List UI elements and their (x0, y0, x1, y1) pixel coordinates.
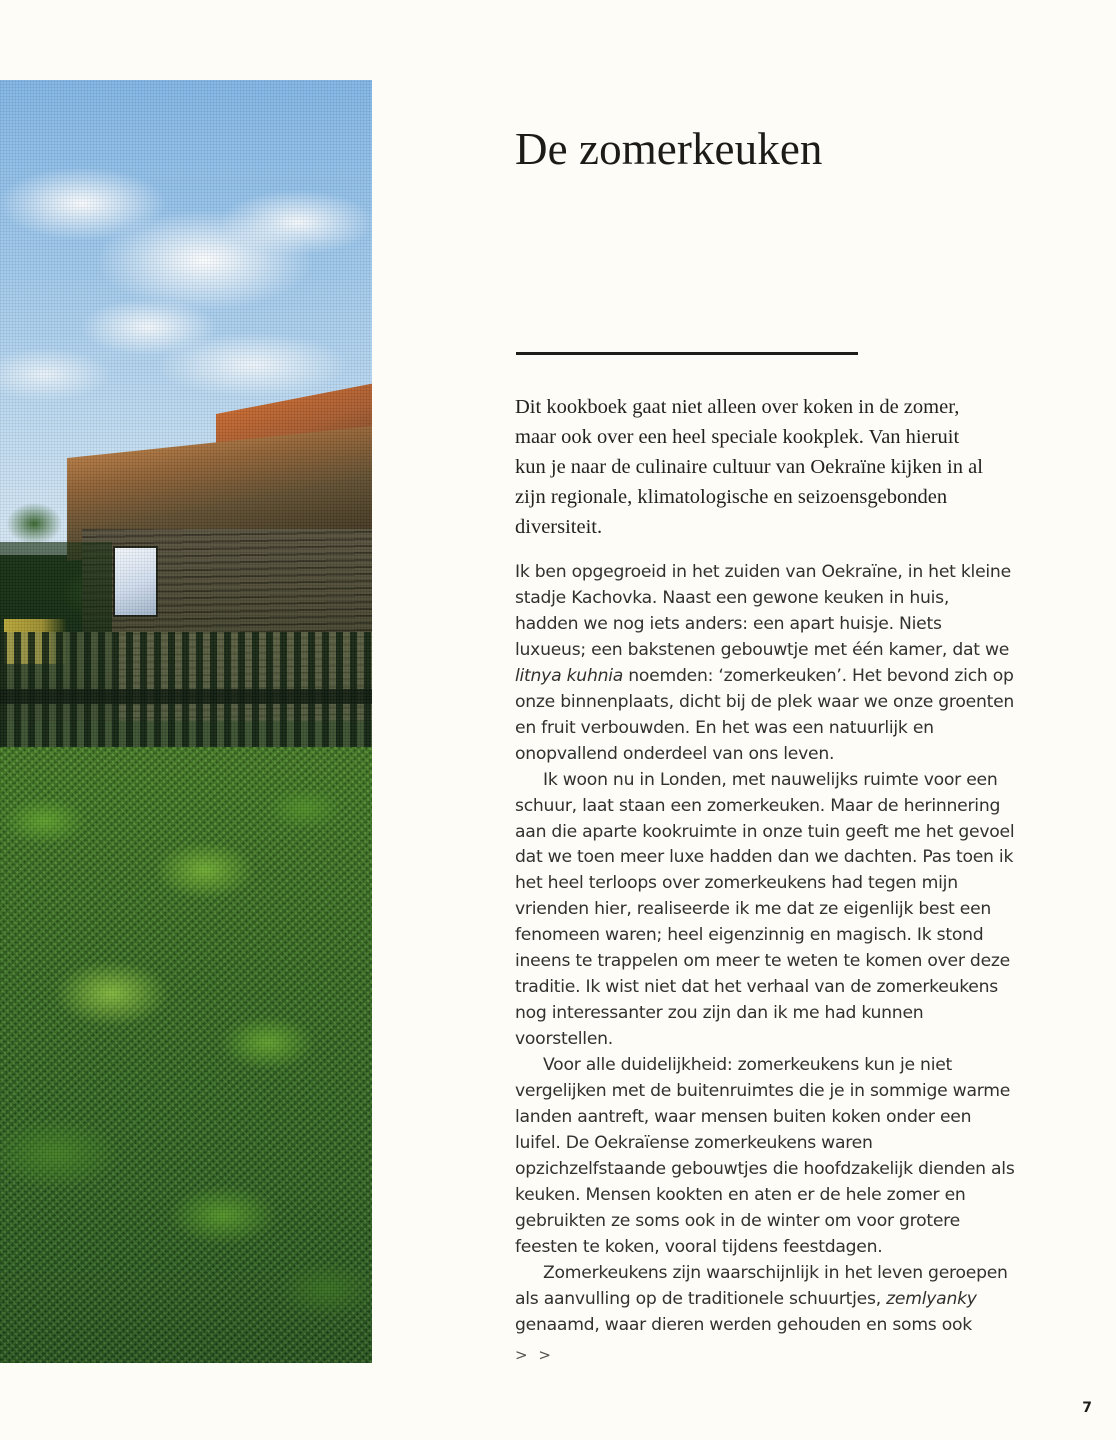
body-text (515, 560, 1015, 1339)
text-run: Zomerkeukens zijn waarschijnlijk in het leven geroepen als aanvulling op de traditionele schuurtjes, (515, 1262, 1008, 1309)
text-column (515, 0, 1015, 1440)
photo-foliage-region (0, 747, 372, 1363)
photo-fence-rail (0, 689, 372, 703)
title-divider-rule (516, 352, 858, 355)
text-run: noemden: ‘zomerkeuken’. Het bevond zich op onze binnenplaats, dicht bij de plek waar we onze groenten en fruit verbouwden. En het was een natuurlijk en onopvallend onderdeel van ons leven. (515, 665, 1015, 764)
body-paragraph (515, 560, 1015, 768)
body-paragraph (515, 768, 1015, 1053)
chapter-photo (0, 80, 372, 1363)
page-title: De zomerkeuken (515, 124, 823, 175)
text-run: Ik woon nu in Londen, met nauwelijks ruimte voor een schuur, laat staan een zomerkeuken. Maar de herinnering aan die aparte kookruimte in onze tuin geeft me het gevoel dat we toen meer luxe hadden dan we dachten. Pas toen ik het heel terloops over zomerkeukens had tegen mijn vrienden hier, realiseerde ik me dat ze eigenlijk best een fenomeen waren; heel eigenzinnig en magisch. Ik stond ineens te trappelen om meer te weten te komen over deze traditie. Ik wist niet dat het verhaal van de zomerkeukens nog interessanter zou zijn dan ik me had kunnen voorstellen. (515, 769, 1015, 1050)
continuation-marker: > > (515, 1346, 554, 1364)
emphasis-term: zemlyanky (886, 1288, 977, 1309)
text-run: genaamd, waar dieren werden gehouden en soms ook (515, 1314, 972, 1335)
body-paragraph (515, 1261, 1015, 1339)
photo-building-window (115, 548, 156, 615)
text-run: Voor alle duidelijkheid: zomerkeukens kun je niet vergelijken met de buitenruimtes die je in sommige warme landen aantreft, waar mensen buiten koken onder een luifel. De Oekraïense zomerkeukens waren opzichzelfstaande gebouwtjes die hoofdzakelijk dienden als keuken. Mensen kookten en aten er de hele zomer en gebruikten ze soms ook in de winter om voor grotere feesten te koken, vooral tijdens feestdagen. (515, 1055, 1015, 1257)
intro-paragraph: Dit kookboek gaat niet alleen over koken in de zomer, maar ook over een heel speciale kookplek. Van hieruit kun je naar de culinaire cultuur van Oekraïne kijken in al zijn regionale, klimatologische en seizoensgebonden diversiteit. (515, 396, 983, 538)
text-run: Ik ben opgegroeid in het zuiden van Oekraïne, in het kleine stadje Kachovka. Naast een gewone keuken in huis, hadden we nog iets anders: een apart huisje. Niets luxueus; een bakstenen gebouwtje met één kamer, dat we (515, 562, 1011, 660)
emphasis-term: litnya kuhnia (515, 665, 624, 686)
page-number: 7 (1082, 1400, 1092, 1416)
body-paragraph (515, 1053, 1015, 1261)
